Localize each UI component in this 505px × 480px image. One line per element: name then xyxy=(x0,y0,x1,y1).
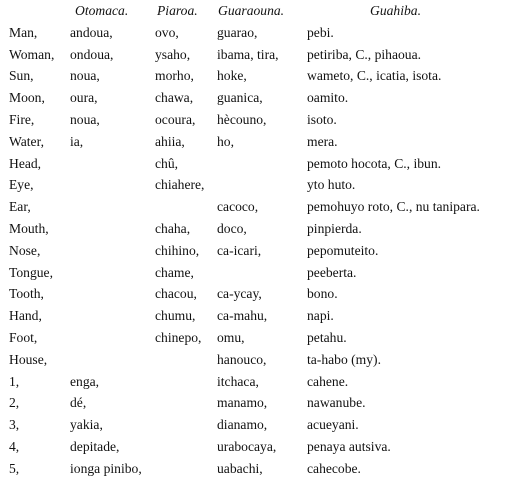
english-word: Fire, xyxy=(9,111,35,127)
table-row xyxy=(0,218,505,240)
table-row xyxy=(0,65,505,87)
otomaca-word: noua, xyxy=(70,68,100,84)
table-row xyxy=(0,392,505,414)
otomaca-word: andoua, xyxy=(70,24,113,40)
guahiba-word: isoto. xyxy=(307,111,337,127)
piaroa-word: ahiia, xyxy=(155,133,185,149)
english-word: Mouth, xyxy=(9,220,49,236)
table-row xyxy=(0,153,505,175)
guaraouna-word: guarao, xyxy=(217,24,258,40)
otomaca-word: ionga pinibo, xyxy=(70,460,142,476)
table-row xyxy=(0,131,505,153)
english-word: Eye, xyxy=(9,177,34,193)
piaroa-word: chacou, xyxy=(155,286,197,302)
piaroa-word: chû, xyxy=(155,155,179,171)
otomaca-word: dé, xyxy=(70,395,87,411)
piaroa-word: ovo, xyxy=(155,24,179,40)
english-word: Moon, xyxy=(9,90,45,106)
guaraouna-word: dianamo, xyxy=(217,417,268,433)
guahiba-word: petiriba, C., pihaoua. xyxy=(307,46,422,62)
piaroa-word: chumu, xyxy=(155,308,196,324)
table-row xyxy=(0,458,505,480)
english-word: 4, xyxy=(9,438,20,454)
guaraouna-word: guanica, xyxy=(217,90,263,106)
guahiba-word: peeberta. xyxy=(307,264,357,280)
guahiba-word: mera. xyxy=(307,133,338,149)
guahiba-word: ta-habo (my). xyxy=(307,351,381,367)
table-row xyxy=(0,436,505,458)
english-word: 2, xyxy=(9,395,20,411)
guahiba-word: nawanube. xyxy=(307,395,366,411)
guaraouna-word: ho, xyxy=(217,133,234,149)
column-header-piaroa: Piaroa. xyxy=(157,3,198,18)
table-row xyxy=(0,22,505,44)
guahiba-word: pemoto hocota, C., ibun. xyxy=(307,155,442,171)
english-word: Tongue, xyxy=(9,264,53,280)
piaroa-word: chiahere, xyxy=(155,177,205,193)
otomaca-word: depitade, xyxy=(70,438,120,454)
otomaca-word: ondoua, xyxy=(70,46,114,62)
column-header-otomaca: Otomaca. xyxy=(75,3,129,18)
table-row xyxy=(0,174,505,196)
vocabulary-rows xyxy=(0,22,505,480)
english-word: 1, xyxy=(9,373,20,389)
english-word: Foot, xyxy=(9,329,38,345)
piaroa-word: chaha, xyxy=(155,220,191,236)
guahiba-word: wameto, C., icatia, isota. xyxy=(307,68,442,84)
piaroa-word: ocoura, xyxy=(155,111,196,127)
guahiba-word: petahu. xyxy=(307,329,347,345)
guaraouna-word: omu, xyxy=(217,329,245,345)
english-word: Head, xyxy=(9,155,42,171)
guahiba-word: acueyani. xyxy=(307,417,359,433)
header-row xyxy=(0,0,505,22)
guahiba-word: cahene. xyxy=(307,373,349,389)
english-word: 5, xyxy=(9,460,20,476)
guahiba-word: pebi. xyxy=(307,24,334,40)
otomaca-word: ia, xyxy=(70,133,84,149)
guahiba-word: yto huto. xyxy=(307,177,356,193)
guahiba-word: pepomuteito. xyxy=(307,242,379,258)
table-row xyxy=(0,87,505,109)
column-header-guahiba: Guahiba. xyxy=(370,3,421,18)
english-word: Ear, xyxy=(9,199,31,215)
english-word: Tooth, xyxy=(9,286,44,302)
guaraouna-word: hècouno, xyxy=(217,111,267,127)
english-word: Man, xyxy=(9,24,38,40)
guaraouna-word: itchaca, xyxy=(217,373,259,389)
guaraouna-word: ibama, tira, xyxy=(217,46,279,62)
guahiba-word: pemohuyo roto, C., nu tanipara. xyxy=(307,199,480,215)
table-row xyxy=(0,109,505,131)
guaraouna-word: ca-ycay, xyxy=(217,286,262,302)
piaroa-word: chihino, xyxy=(155,242,200,258)
guahiba-word: cahecobe. xyxy=(307,460,361,476)
guaraouna-word: ca-icari, xyxy=(217,242,262,258)
table-row xyxy=(0,44,505,66)
table-row xyxy=(0,283,505,305)
english-word: Hand, xyxy=(9,308,42,324)
table-row xyxy=(0,240,505,262)
otomaca-word: enga, xyxy=(70,373,100,389)
guaraouna-word: manamo, xyxy=(217,395,268,411)
table-row xyxy=(0,262,505,284)
english-word: 3, xyxy=(9,417,20,433)
guaraouna-word: hanouco, xyxy=(217,351,267,367)
english-word: Nose, xyxy=(9,242,41,258)
column-header-guaraouna: Guaraouna. xyxy=(218,3,285,18)
table-row xyxy=(0,414,505,436)
guahiba-word: oamito. xyxy=(307,90,349,106)
guaraouna-word: urabocaya, xyxy=(217,438,277,454)
guaraouna-word: ca-mahu, xyxy=(217,308,268,324)
otomaca-word: oura, xyxy=(70,90,98,106)
otomaca-word: noua, xyxy=(70,111,100,127)
guahiba-word: bono. xyxy=(307,286,338,302)
guaraouna-word: cacoco, xyxy=(217,199,259,215)
piaroa-word: ysaho, xyxy=(155,46,191,62)
guaraouna-word: doco, xyxy=(217,220,247,236)
table-row xyxy=(0,327,505,349)
table-row xyxy=(0,305,505,327)
piaroa-word: morho, xyxy=(155,68,194,84)
guaraouna-word: hoke, xyxy=(217,68,247,84)
piaroa-word: chame, xyxy=(155,264,194,280)
table-row xyxy=(0,371,505,393)
table-row xyxy=(0,349,505,371)
english-word: House, xyxy=(9,351,48,367)
piaroa-word: chawa, xyxy=(155,90,194,106)
guaraouna-word: uabachi, xyxy=(217,460,263,476)
guahiba-word: penaya autsiva. xyxy=(307,438,391,454)
guahiba-word: pinpierda. xyxy=(307,220,362,236)
table-row xyxy=(0,196,505,218)
otomaca-word: yakia, xyxy=(70,417,103,433)
guahiba-word: napi. xyxy=(307,308,334,324)
english-word: Water, xyxy=(9,133,44,149)
piaroa-word: chinepo, xyxy=(155,329,202,345)
english-word: Woman, xyxy=(9,46,55,62)
english-word: Sun, xyxy=(9,68,34,84)
